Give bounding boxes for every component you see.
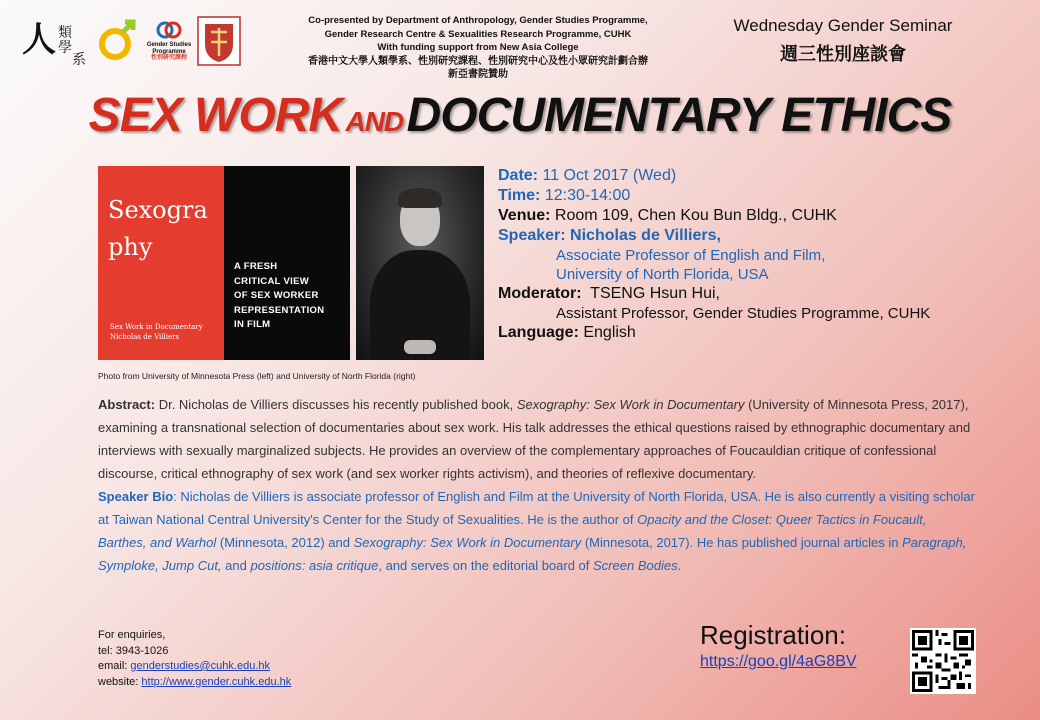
time-row [498, 186, 930, 206]
event-title-and: AND [345, 106, 404, 137]
abstract-label: Abstract: [98, 397, 156, 412]
moderator-row [498, 284, 930, 304]
co-presenters-line: Gender Research Centre & Sexualities Research Programme, CUHK [324, 28, 632, 40]
book-cover-blurb-line: IN FILM [234, 319, 271, 330]
speaker-title: Associate Professor of English and Film, [556, 247, 826, 264]
college-crest-icon [197, 16, 241, 66]
abstract-section [98, 393, 978, 577]
bio-text: (Minnesota, 2012) and [216, 535, 354, 550]
venue-label: Venue: [498, 207, 551, 224]
book-cover-title [108, 192, 208, 266]
speaker-photo-hair [398, 188, 442, 208]
moderator-label: Moderator: [498, 285, 582, 302]
gender-studies-logo-text: 性別研究課程 [150, 55, 187, 62]
photo-caption: Photo from University of Minnesota Press (left) and University of North Florida (right) [98, 371, 416, 381]
abstract-book-title: Sexography: Sex Work in Documentary [516, 397, 745, 412]
speaker-photo-hands [404, 340, 436, 354]
anthropology-logo-char: 系 [72, 52, 86, 69]
co-presenters-line-zh: 新亞書院贊助 [448, 69, 508, 81]
enquiries-website-row [98, 675, 291, 691]
moderator-name: TSENG Hsun Hui, [590, 285, 720, 302]
event-title-part1: SEX WORK [88, 89, 343, 142]
date-value: 11 Oct 2017 (Wed) [542, 167, 677, 184]
bio-text: (Minnesota, 2017). He has published journal articles in [581, 535, 903, 550]
book-cover-red-panel [98, 166, 224, 360]
event-title [0, 88, 1040, 143]
enquiries-tel: tel: 3943-1026 [98, 644, 169, 657]
co-presenters-line: Co-presented by Department of Anthropology, Gender Studies Programme, [308, 15, 648, 26]
abstract-text: Dr. Nicholas de Villiers discusses his recently published book, [155, 397, 517, 412]
book-cover-blurb-line: CRITICAL VIEW [234, 275, 309, 287]
abstract-text: (University of Minnesota Press, 2017), examining a transnational selection of documentaries about sex work. His talk addresses the ethical questions raised by ethnographic documentary and interviews with sexually marginalized subjects. He provides an overview of the complementary approaches of Foucauldian critique of confessional discourse, critical ethnography of sex work (and sex worker rights activism), and theories of reflexive documentary. [98, 397, 971, 481]
gender-studies-logo-text: Programme [152, 48, 186, 55]
new-asia-college-logo [196, 14, 242, 68]
bio-text: . [677, 558, 682, 573]
book-cover-subtitle-line: Sex Work in Documentary [110, 323, 203, 331]
date-row [498, 166, 930, 186]
book-cover-title-line: Sexogra [108, 196, 208, 224]
seminar-series-en: Wednesday Gender Seminar [733, 16, 953, 35]
bio-book-title: Sexography: Sex Work in Documentary [353, 535, 582, 550]
email-label: email: [98, 660, 131, 672]
book-cover-blurb-line: A FRESH [234, 261, 278, 272]
book-cover-black-panel [224, 166, 350, 360]
gender-studies-logo [146, 14, 192, 68]
venue-row [498, 206, 930, 226]
bio-text: : Nicholas de Villiers is associate professor of English and Film at the University of North Florida, USA. He is also currently a visiting scholar at Taiwan National Central University's Center for the Study of Sexualities. He is the author of [98, 489, 975, 527]
event-title-part2: DOCUMENTARY ETHICS [406, 89, 952, 142]
anthropology-logo [18, 14, 90, 68]
speaker-name: Nicholas de Villiers, [570, 227, 721, 244]
bio-journal-title: Screen Bodies [593, 558, 678, 573]
speaker-row [498, 226, 930, 246]
speaker-label: Speaker: [498, 227, 566, 244]
abstract-paragraph [98, 393, 978, 485]
bio-journal-title: positions: asia critique [250, 558, 379, 573]
bio-label: Speaker Bio [98, 489, 174, 504]
anthropology-logo-big-char: 人 [22, 20, 56, 61]
book-cover-author: Nicholas de Villiers [110, 333, 180, 341]
qr-code-icon [912, 630, 974, 692]
time-label: Time: [498, 187, 541, 204]
bio-book-title: Opacity and the Closet: Queer Tactics in Foucault, Barthes, and Warhol [98, 512, 927, 550]
language-row [498, 323, 930, 343]
event-details [498, 166, 930, 343]
language-label: Language: [498, 324, 579, 341]
seminar-series-zh: 週三性別座談會 [780, 44, 906, 65]
registration-block [700, 620, 857, 671]
anthropology-logo-char: 類 [58, 25, 72, 42]
book-cover-subtitle [110, 322, 203, 342]
book-cover-blurb-line: OF SEX WORKER [234, 290, 319, 301]
book-cover-blurb-line: REPRESENTATION [234, 304, 325, 316]
gender-symbol-icon [99, 18, 137, 64]
co-presenters-line-zh: 香港中文大學人類學系、性別研究課程、性別研究中心及性小眾研究計劃合辦 [308, 55, 648, 67]
speaker-photo [356, 166, 484, 360]
book-cover-title-line: phy [108, 233, 153, 261]
time-value: 12:30-14:00 [544, 187, 631, 204]
co-presenters-line: With funding support from New Asia College [377, 42, 579, 54]
bio-text: , and serves on the editorial board of [378, 558, 594, 573]
seminar-series [712, 16, 974, 66]
registration-link[interactable]: https://goo.gl/4aG8BV [700, 653, 857, 670]
email-link[interactable]: genderstudies@cuhk.edu.hk [130, 660, 270, 672]
co-presenters [268, 14, 688, 82]
bio-journal-titles: Paragraph, Symploke, Jump Cut, [98, 535, 967, 573]
enquiries-block [98, 628, 291, 690]
speaker-affiliation: University of North Florida, USA [556, 266, 769, 283]
registration-qr-code[interactable] [910, 628, 976, 694]
book-cover-image [98, 166, 350, 360]
date-label: Date: [498, 167, 539, 184]
bio-text: and [221, 558, 251, 573]
gender-research-logo [98, 14, 138, 68]
moderator-title: Assistant Professor, Gender Studies Programme, CUHK [556, 305, 931, 322]
website-label: website: [98, 675, 142, 688]
enquiries-heading: For enquiries, [98, 629, 166, 641]
registration-label: Registration: [700, 620, 846, 650]
enquiries-email-row [98, 659, 291, 675]
gender-studies-mark-icon [156, 20, 182, 40]
bio-paragraph [98, 485, 978, 577]
gender-studies-logo-text: Gender Studies [146, 42, 192, 49]
anthropology-logo-char: 學 [58, 40, 72, 56]
website-link[interactable]: http://www.gender.cuhk.edu.hk [141, 675, 292, 688]
venue-value: Room 109, Chen Kou Bun Bldg., CUHK [554, 207, 837, 224]
book-cover-blurb [234, 260, 324, 333]
language-value: English [583, 324, 636, 341]
